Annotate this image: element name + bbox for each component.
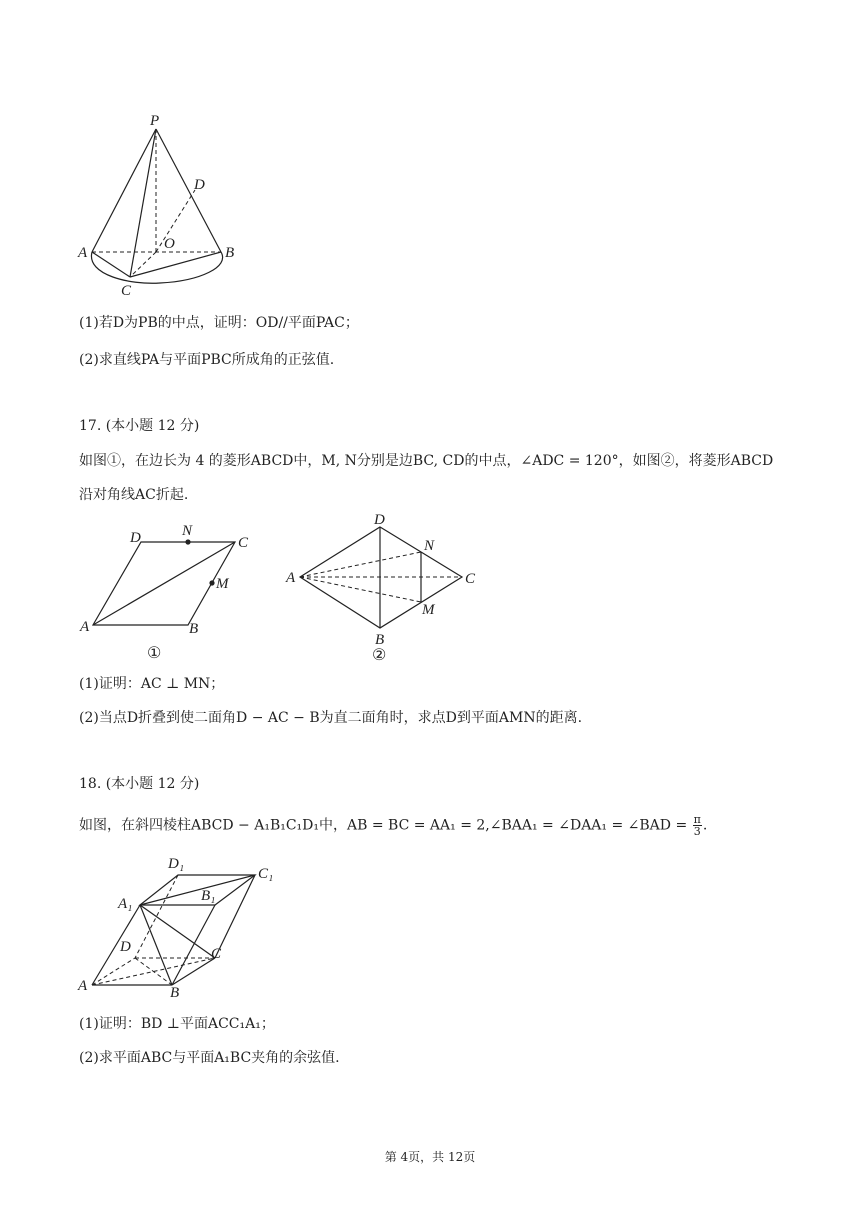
q17-part1: (1)证明：AC ⊥ MN；	[79, 676, 225, 692]
label-M: M	[422, 602, 435, 618]
q18-text-line1	[79, 814, 707, 837]
q17-heading: 17. (本小题 12 分)	[79, 418, 200, 434]
label-B: B	[375, 632, 385, 648]
caption-2: ②	[372, 647, 387, 664]
q18-part1: (1)证明：BD ⊥平面ACC₁A₁；	[79, 1016, 275, 1032]
caption-1: ①	[147, 645, 162, 662]
prism-figure	[70, 848, 290, 1003]
label-A1: A₁	[118, 896, 133, 912]
q18-heading: 18. (本小题 12 分)	[79, 776, 200, 792]
q18-text-end: .	[702, 817, 708, 834]
q16-part2: (2)求直线PA与平面PBC所成角的正弦值.	[79, 352, 335, 368]
q17-text-line1: 如图①，在边长为 4 的菱形ABCD中，M, N分别是边BC, CD的中点，∠ADC = 120°，如图②，将菱形ABCD	[79, 453, 774, 469]
label-N: N	[424, 538, 435, 554]
label-P: P	[150, 113, 160, 129]
label-C: C	[121, 283, 132, 299]
label-B: B	[189, 621, 199, 637]
label-B: B	[170, 985, 180, 1001]
page-footer: 第 4页，共 12页	[384, 1150, 476, 1164]
label-C: C	[238, 535, 249, 551]
label-C: C	[211, 946, 222, 962]
q18-part2: (2)求平面ABC与平面A₁BC夹角的余弦值.	[79, 1050, 340, 1066]
label-D: D	[374, 512, 385, 528]
label-A: A	[286, 570, 296, 586]
label-D: D	[130, 530, 141, 546]
label-B: B	[225, 245, 235, 261]
q18-text-main: 如图，在斜四棱柱ABCD − A₁B₁C₁D₁中，AB = BC = AA₁ = 2,∠BAA₁ = ∠DAA₁ = ∠BAD =	[79, 817, 692, 834]
label-C1: C₁	[258, 866, 274, 882]
point-M	[209, 580, 214, 585]
label-C: C	[465, 571, 476, 587]
label-M: M	[216, 576, 229, 592]
q17-part2: (2)当点D折叠到使二面角D − AC − B为直二面角时，求点D到平面AMN的距离.	[79, 710, 583, 726]
point-N	[185, 539, 190, 544]
q17-text-line2: 沿对角线AC折起.	[79, 487, 189, 503]
label-O: O	[164, 236, 175, 252]
fraction-denominator: 3	[693, 825, 701, 838]
cone-figure	[70, 105, 250, 305]
label-A: A	[78, 978, 88, 994]
label-D: D	[194, 177, 205, 193]
label-A: A	[78, 245, 88, 261]
fraction	[693, 814, 702, 837]
rhombus-figure-1	[75, 525, 265, 670]
label-D: D	[120, 939, 131, 955]
label-N: N	[182, 525, 193, 539]
label-D1: D₁	[168, 856, 185, 872]
label-B1: B₁	[201, 888, 216, 904]
fraction-numerator: π	[693, 813, 701, 826]
label-A: A	[80, 619, 90, 635]
rhombus-figure-2	[280, 510, 490, 670]
q16-part1: (1)若D为PB的中点，证明：OD//平面PAC；	[79, 315, 359, 331]
